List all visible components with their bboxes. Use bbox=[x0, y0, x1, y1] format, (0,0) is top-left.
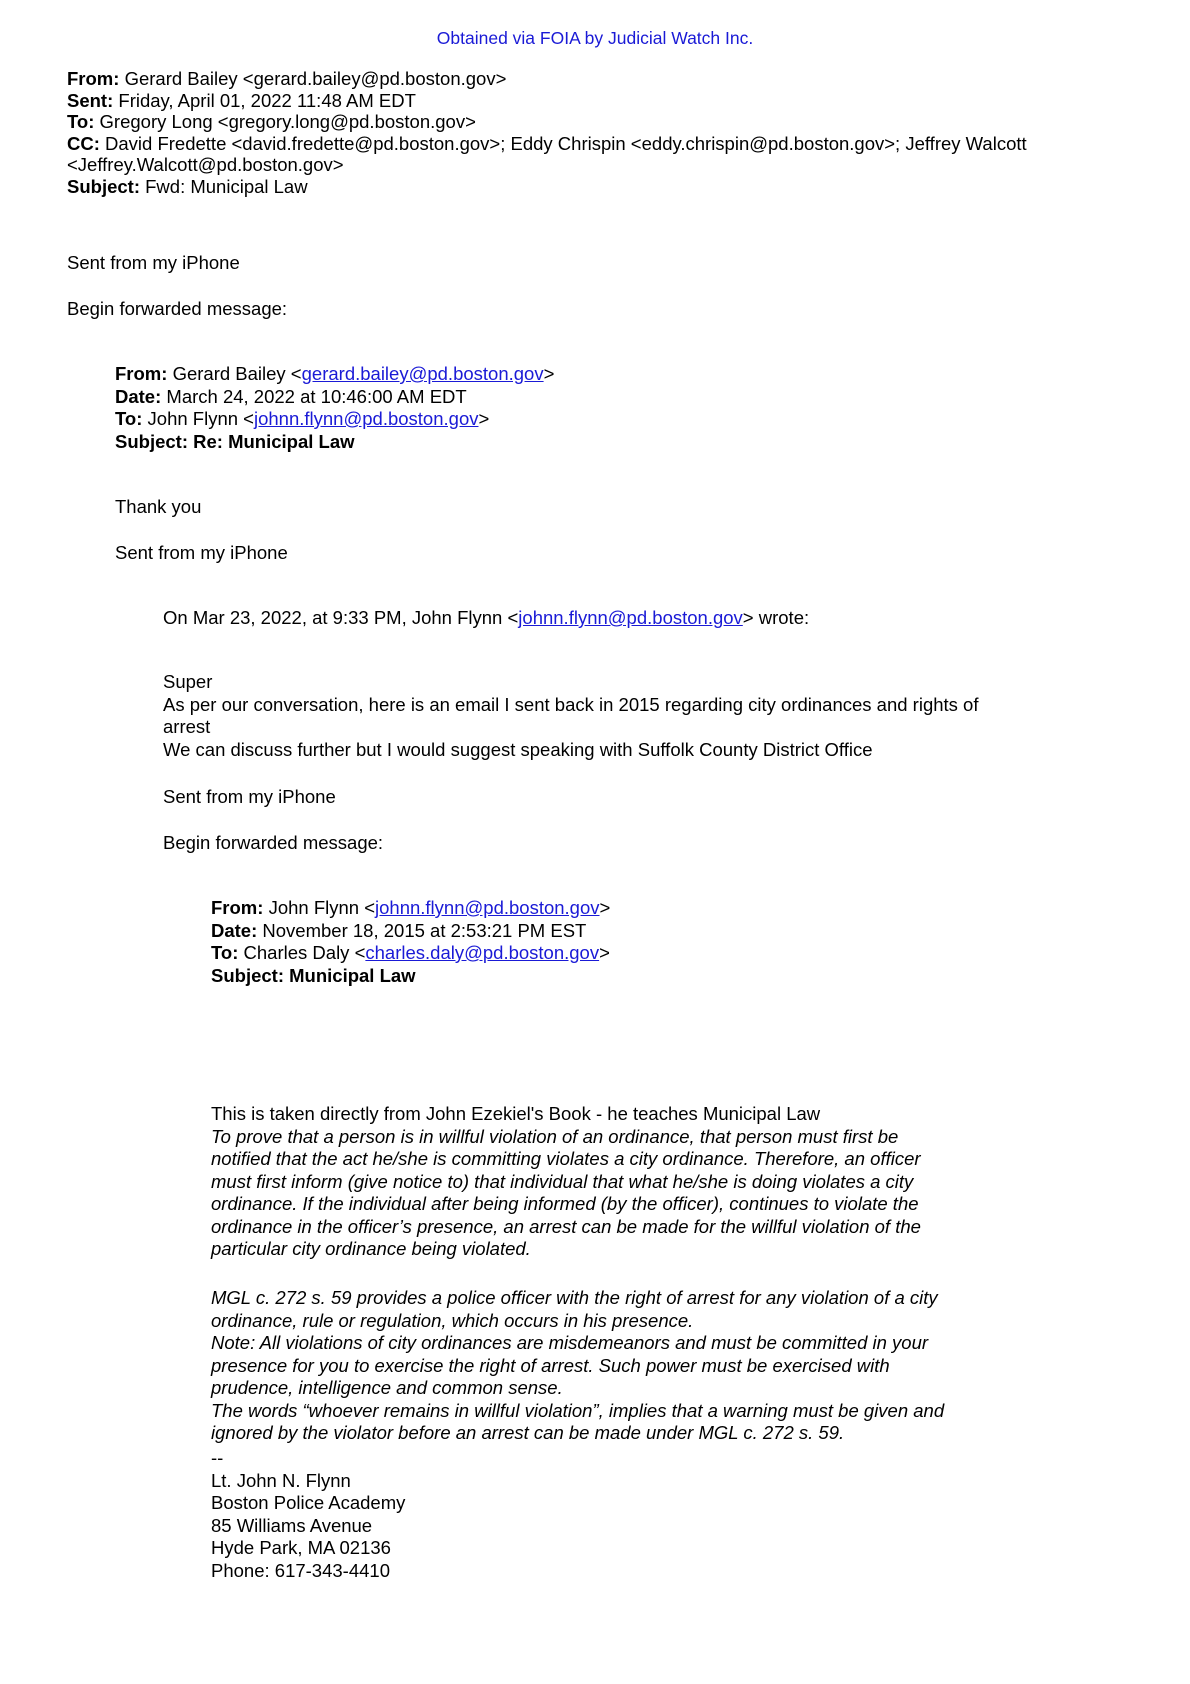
header-to: To: Gregory Long <gregory.long@pd.boston.gov> bbox=[67, 111, 476, 132]
fwd2-subject: Subject: Municipal Law bbox=[211, 964, 416, 986]
fwd2-from: From: John Flynn <johnn.flynn@pd.boston.gov> bbox=[211, 897, 611, 918]
signature-line: Phone: 617-343-4410 bbox=[211, 1559, 390, 1581]
para2-line: prudence, intelligence and common sense. bbox=[211, 1377, 563, 1398]
para2-line: presence for you to exercise the right of arrest. Such power must be exercised with bbox=[211, 1354, 890, 1376]
signature-line: Lt. John N. Flynn bbox=[211, 1469, 351, 1491]
fwd1-from: From: Gerard Bailey <gerard.bailey@pd.boston.gov> bbox=[115, 363, 555, 384]
message-intro: This is taken directly from John Ezekiel's Book - he teaches Municipal Law bbox=[211, 1103, 821, 1124]
header-sent: Sent: Friday, April 01, 2022 11:48 AM EDT bbox=[67, 89, 416, 111]
fwd2-to-email-link[interactable]: charles.daly@pd.boston.gov bbox=[365, 942, 600, 963]
para1-line: particular city ordinance being violated. bbox=[211, 1238, 531, 1259]
para2-line: ordinance, rule or regulation, which occurs in his presence. bbox=[211, 1309, 694, 1331]
fwd1-date: Date: March 24, 2022 at 10:46:00 AM EDT bbox=[115, 385, 467, 407]
message-body-2 bbox=[211, 1287, 944, 1445]
fwd2-date: Date: November 18, 2015 at 2:53:21 PM EST bbox=[211, 919, 587, 941]
para1-line: notified that the act he/she is committing violates a city ordinance. Therefore, an officer bbox=[211, 1148, 921, 1169]
email-header bbox=[67, 68, 1027, 197]
signature-block bbox=[211, 1447, 405, 1582]
quote-line-2: arrest bbox=[163, 716, 211, 737]
thank-you-text: Thank you bbox=[115, 496, 202, 517]
forward-header-2 bbox=[211, 897, 610, 987]
header-from: From: Gerard Bailey <gerard.bailey@pd.boston.gov> bbox=[67, 68, 507, 89]
signature-line: 85 Williams Avenue bbox=[211, 1514, 373, 1536]
signature-line: Boston Police Academy bbox=[211, 1492, 406, 1513]
para2-line: ignored by the violator before an arrest can be made under MGL c. 272 s. 59. bbox=[211, 1422, 845, 1443]
para1-line: must first inform (give notice to) that individual that what he/she is doing violates a city bbox=[211, 1170, 914, 1192]
sent-from-iphone-2: Sent from my iPhone bbox=[115, 542, 288, 563]
foia-banner: Obtained via FOIA by Judicial Watch Inc. bbox=[436, 28, 754, 48]
quote-body bbox=[163, 671, 978, 761]
para1-line: ordinance in the officer’s presence, an arrest can be made for the willful violation of the bbox=[211, 1215, 921, 1237]
fwd2-from-email-link[interactable]: johnn.flynn@pd.boston.gov bbox=[375, 897, 600, 918]
signature-dashes: -- bbox=[211, 1447, 224, 1468]
quote-email-link[interactable]: johnn.flynn@pd.boston.gov bbox=[518, 607, 743, 628]
begin-forwarded-2: Begin forwarded message: bbox=[163, 832, 384, 853]
fwd2-to: To: Charles Daly <charles.daly@pd.boston.gov> bbox=[211, 942, 610, 963]
sent-from-iphone-1: Sent from my iPhone bbox=[67, 252, 240, 273]
quote-line-1: As per our conversation, here is an email I sent back in 2015 regarding city ordinances and rights of bbox=[163, 693, 979, 715]
forward-header-1 bbox=[115, 363, 554, 453]
signature-line: Hyde Park, MA 02136 bbox=[211, 1537, 391, 1558]
header-cc-cont: <Jeffrey.Walcott@pd.boston.gov> bbox=[67, 154, 344, 175]
fwd1-to-email-link[interactable]: johnn.flynn@pd.boston.gov bbox=[253, 408, 479, 429]
para2-line: Note: All violations of city ordinances are misdemeanors and must be committed in your bbox=[211, 1332, 929, 1353]
para1-line: ordinance. If the individual after being informed (by the officer), continues to violate the bbox=[211, 1193, 919, 1214]
quote-super: Super bbox=[163, 671, 213, 692]
begin-forwarded-1: Begin forwarded message: bbox=[67, 298, 288, 319]
quote-attribution: On Mar 23, 2022, at 9:33 PM, John Flynn <johnn.flynn@pd.boston.gov> wrote: bbox=[163, 607, 810, 628]
message-body bbox=[211, 1103, 921, 1261]
fwd1-subject: Subject: Re: Municipal Law bbox=[115, 430, 355, 452]
para1-line: To prove that a person is in willful violation of an ordinance, that person must first be bbox=[211, 1125, 899, 1147]
sent-from-iphone-3: Sent from my iPhone bbox=[163, 786, 336, 807]
fwd1-from-email-link[interactable]: gerard.bailey@pd.boston.gov bbox=[301, 363, 544, 384]
para2-line: MGL c. 272 s. 59 provides a police officer with the right of arrest for any violation of a city bbox=[211, 1287, 938, 1308]
quote-line-3: We can discuss further but I would suggest speaking with Suffolk County District Office bbox=[163, 738, 873, 760]
header-cc: CC: David Fredette <david.fredette@pd.boston.gov>; Eddy Chrispin <eddy.chrispin@pd.boston.gov>; Jeffrey Walcott bbox=[67, 132, 1027, 154]
header-subject: Subject: Fwd: Municipal Law bbox=[67, 175, 308, 197]
para2-line: The words “whoever remains in willful violation”, implies that a warning must be given and bbox=[211, 1399, 945, 1421]
fwd1-to: To: John Flynn <johnn.flynn@pd.boston.gov> bbox=[115, 408, 490, 429]
